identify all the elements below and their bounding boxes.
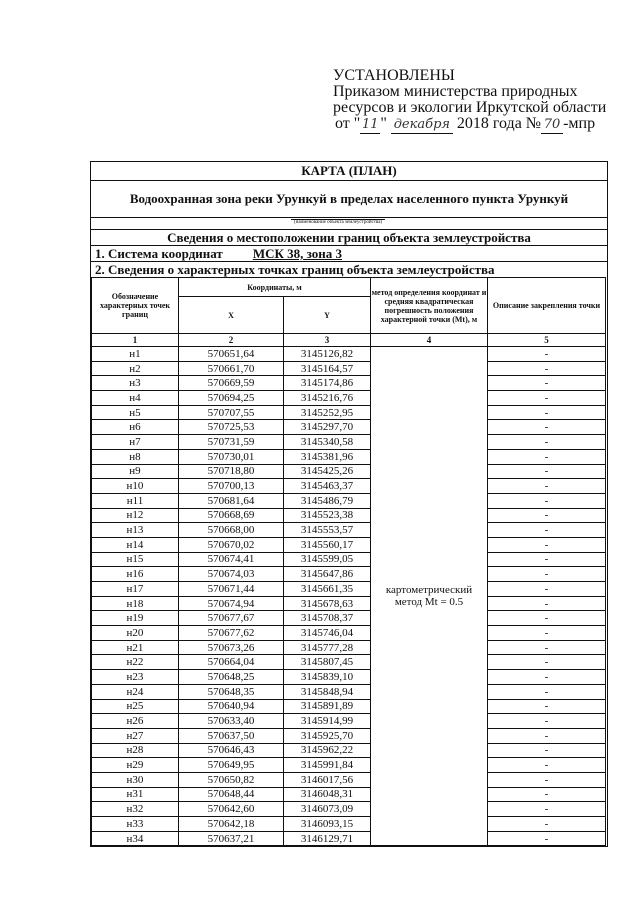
table-row (92, 537, 606, 552)
approval-block (333, 68, 606, 134)
approval-suffix: -мпр (563, 115, 596, 132)
col-number: 5 (488, 334, 606, 347)
table-row (92, 655, 606, 670)
point-y: 3145523,38 (284, 508, 371, 523)
table-row (92, 758, 606, 773)
point-y: 3146093,15 (284, 817, 371, 832)
point-y: 3146048,31 (284, 787, 371, 802)
point-y: 3145661,35 (284, 582, 371, 597)
point-x: 570650,82 (179, 772, 284, 787)
point-y: 3145599,05 (284, 552, 371, 567)
point-y: 3145891,89 (284, 699, 371, 714)
point-y: 3145777,28 (284, 640, 371, 655)
point-fix: - (488, 596, 606, 611)
point-x: 570651,64 (179, 347, 284, 362)
point-x: 570681,64 (179, 493, 284, 508)
table-row (92, 772, 606, 787)
method-cell: картометрический метод Mt = 0.5 (371, 347, 488, 846)
approval-heading: УСТАНОВЛЕНЫ (333, 67, 455, 84)
point-id: н6 (92, 420, 179, 435)
point-x: 570648,44 (179, 787, 284, 802)
point-y: 3145297,70 (284, 420, 371, 435)
table-row (92, 552, 606, 567)
point-id: н20 (92, 626, 179, 641)
point-y: 3145708,37 (284, 611, 371, 626)
point-y: 3145647,86 (284, 567, 371, 582)
point-fix: - (488, 684, 606, 699)
point-fix: - (488, 626, 606, 641)
approval-day: 11 (362, 117, 379, 132)
point-fix: - (488, 611, 606, 626)
point-id: н31 (92, 787, 179, 802)
point-y: 3145914,99 (284, 714, 371, 729)
table-row (92, 743, 606, 758)
point-id: н34 (92, 831, 179, 846)
point-x: 570640,94 (179, 699, 284, 714)
point-id: н8 (92, 449, 179, 464)
point-y: 3145463,37 (284, 479, 371, 494)
point-fix: - (488, 493, 606, 508)
col-number: 4 (371, 334, 488, 347)
approval-ministry-line: ресурсов и экологии Иркутской области (333, 99, 607, 116)
point-x: 570646,43 (179, 743, 284, 758)
point-y: 3145746,04 (284, 626, 371, 641)
header-y: Y (284, 297, 371, 334)
point-fix: - (488, 523, 606, 538)
point-id: н1 (92, 347, 179, 362)
point-fix: - (488, 567, 606, 582)
point-fix: - (488, 552, 606, 567)
point-y: 3145553,57 (284, 523, 371, 538)
point-fix: - (488, 728, 606, 743)
col-number: 1 (92, 334, 179, 347)
point-y: 3145560,17 (284, 537, 371, 552)
point-fix: - (488, 582, 606, 597)
section-title: Сведения о местоположении границ объекта землеустройства (91, 230, 607, 246)
point-id: н32 (92, 802, 179, 817)
point-fix: - (488, 391, 606, 406)
table-row (92, 787, 606, 802)
point-fix: - (488, 640, 606, 655)
table-row (92, 567, 606, 582)
point-y: 3145486,79 (284, 493, 371, 508)
point-x: 570718,80 (179, 464, 284, 479)
point-id: н33 (92, 817, 179, 832)
point-id: н25 (92, 699, 179, 714)
table-row (92, 508, 606, 523)
point-y: 3145126,82 (284, 347, 371, 362)
point-id: н10 (92, 479, 179, 494)
point-x: 570673,26 (179, 640, 284, 655)
point-id: н30 (92, 772, 179, 787)
point-y: 3145678,63 (284, 596, 371, 611)
table-row (92, 728, 606, 743)
point-id: н2 (92, 361, 179, 376)
point-fix: - (488, 817, 606, 832)
approval-month: декабря (391, 117, 453, 134)
point-fix: - (488, 405, 606, 420)
table-row (92, 493, 606, 508)
point-fix: - (488, 831, 606, 846)
column-numbers-row (92, 334, 606, 347)
point-id: н26 (92, 714, 179, 729)
point-x: 570648,35 (179, 684, 284, 699)
point-fix: - (488, 655, 606, 670)
table-row (92, 523, 606, 538)
object-caption: (наименование объекта землеустройства) (291, 219, 385, 226)
point-fix: - (488, 772, 606, 787)
point-x: 570674,03 (179, 567, 284, 582)
table-row (92, 582, 606, 597)
point-y: 3145425,26 (284, 464, 371, 479)
approval-quote-close: " (380, 115, 387, 132)
point-id: н29 (92, 758, 179, 773)
point-x: 570637,50 (179, 728, 284, 743)
point-id: н13 (92, 523, 179, 538)
point-id: н11 (92, 493, 179, 508)
coord-system-row (91, 246, 607, 262)
point-x: 570700,13 (179, 479, 284, 494)
col-number: 3 (284, 334, 371, 347)
table-row (92, 449, 606, 464)
table-row (92, 640, 606, 655)
point-fix: - (488, 699, 606, 714)
approval-date-line (335, 116, 606, 134)
point-y: 3145925,70 (284, 728, 371, 743)
col-number: 2 (179, 334, 284, 347)
table-row (92, 802, 606, 817)
table-row (92, 670, 606, 685)
point-id: н24 (92, 684, 179, 699)
point-fix: - (488, 714, 606, 729)
point-x: 570694,25 (179, 391, 284, 406)
point-id: н16 (92, 567, 179, 582)
approval-from-label: от " (335, 115, 361, 132)
point-y: 3145216,76 (284, 391, 371, 406)
table-row (92, 714, 606, 729)
point-y: 3145848,94 (284, 684, 371, 699)
point-x: 570674,41 (179, 552, 284, 567)
header-point: Обозначение характерных точек границ (92, 278, 179, 334)
table-row (92, 817, 606, 832)
point-x: 570669,59 (179, 376, 284, 391)
point-fix: - (488, 802, 606, 817)
point-id: н17 (92, 582, 179, 597)
point-id: н23 (92, 670, 179, 685)
point-x: 570664,04 (179, 655, 284, 670)
point-y: 3145164,57 (284, 361, 371, 376)
point-fix: - (488, 361, 606, 376)
table-header-row (92, 278, 606, 297)
table-row (92, 831, 606, 846)
point-y: 3145340,58 (284, 435, 371, 450)
point-x: 570661,70 (179, 361, 284, 376)
table-row (92, 479, 606, 494)
table-row (92, 596, 606, 611)
point-id: н9 (92, 464, 179, 479)
point-y: 3146073,09 (284, 802, 371, 817)
point-id: н7 (92, 435, 179, 450)
point-x: 570649,95 (179, 758, 284, 773)
table-row (92, 464, 606, 479)
point-y: 3145962,22 (284, 743, 371, 758)
point-y: 3145381,96 (284, 449, 371, 464)
table-row (92, 405, 606, 420)
table-row (92, 376, 606, 391)
map-title: КАРТА (ПЛАН) (91, 162, 607, 181)
approval-number: 70 (541, 117, 563, 134)
point-id: н22 (92, 655, 179, 670)
point-x: 570677,62 (179, 626, 284, 641)
table-row (92, 391, 606, 406)
table-row (92, 361, 606, 376)
point-fix: - (488, 464, 606, 479)
point-x: 570707,55 (179, 405, 284, 420)
approval-order-line: Приказом министерства природных (333, 83, 578, 100)
point-id: н21 (92, 640, 179, 655)
coord-system-label: 1. Система координат (95, 246, 223, 261)
point-x: 570725,53 (179, 420, 284, 435)
point-x: 570671,44 (179, 582, 284, 597)
point-id: н18 (92, 596, 179, 611)
point-fix: - (488, 670, 606, 685)
point-fix: - (488, 787, 606, 802)
point-x: 570642,18 (179, 817, 284, 832)
point-id: н19 (92, 611, 179, 626)
points-table (91, 277, 606, 846)
point-fix: - (488, 758, 606, 773)
header-fix: Описание закрепления точки (488, 278, 606, 334)
point-y: 3145252,95 (284, 405, 371, 420)
coord-system-value: МСК 38, зона 3 (252, 246, 343, 261)
point-x: 570642,60 (179, 802, 284, 817)
point-y: 3145839,10 (284, 670, 371, 685)
points-section-label: 2. Сведения о характерных точках границ объекта землеустройства (95, 262, 495, 277)
point-id: н5 (92, 405, 179, 420)
point-x: 570677,67 (179, 611, 284, 626)
table-row (92, 684, 606, 699)
point-x: 570731,59 (179, 435, 284, 450)
point-y: 3146017,56 (284, 772, 371, 787)
point-fix: - (488, 479, 606, 494)
point-x: 570668,69 (179, 508, 284, 523)
point-y: 3146129,71 (284, 831, 371, 846)
point-x: 570670,02 (179, 537, 284, 552)
header-x: X (179, 297, 284, 334)
point-id: н14 (92, 537, 179, 552)
point-fix: - (488, 743, 606, 758)
point-x: 570674,94 (179, 596, 284, 611)
table-row (92, 435, 606, 450)
point-y: 3145807,45 (284, 655, 371, 670)
point-fix: - (488, 537, 606, 552)
point-fix: - (488, 347, 606, 362)
object-caption-row (91, 218, 607, 230)
point-x: 570633,40 (179, 714, 284, 729)
point-fix: - (488, 449, 606, 464)
point-id: н28 (92, 743, 179, 758)
point-fix: - (488, 420, 606, 435)
point-id: н12 (92, 508, 179, 523)
point-x: 570637,21 (179, 831, 284, 846)
table-row (92, 699, 606, 714)
point-id: н3 (92, 376, 179, 391)
point-x: 570668,00 (179, 523, 284, 538)
point-y: 3145991,84 (284, 758, 371, 773)
header-method: метод определения координат и средняя квадратическая погрешность положения характерной точки (Mt), м (371, 278, 488, 334)
header-coords: Координаты, м (179, 278, 371, 297)
table-row (92, 347, 606, 362)
point-x: 570648,25 (179, 670, 284, 685)
table-row (92, 420, 606, 435)
point-y: 3145174,86 (284, 376, 371, 391)
point-fix: - (488, 376, 606, 391)
point-id: н27 (92, 728, 179, 743)
object-name: Водоохранная зона реки Урункуй в пределах населенного пункта Урункуй (91, 181, 607, 218)
approval-year: 2018 года № (456, 115, 542, 132)
point-id: н4 (92, 391, 179, 406)
point-id: н15 (92, 552, 179, 567)
point-x: 570730,01 (179, 449, 284, 464)
point-fix: - (488, 508, 606, 523)
point-fix: - (488, 435, 606, 450)
table-row (92, 611, 606, 626)
table-row (92, 626, 606, 641)
map-plan-form (90, 161, 608, 847)
